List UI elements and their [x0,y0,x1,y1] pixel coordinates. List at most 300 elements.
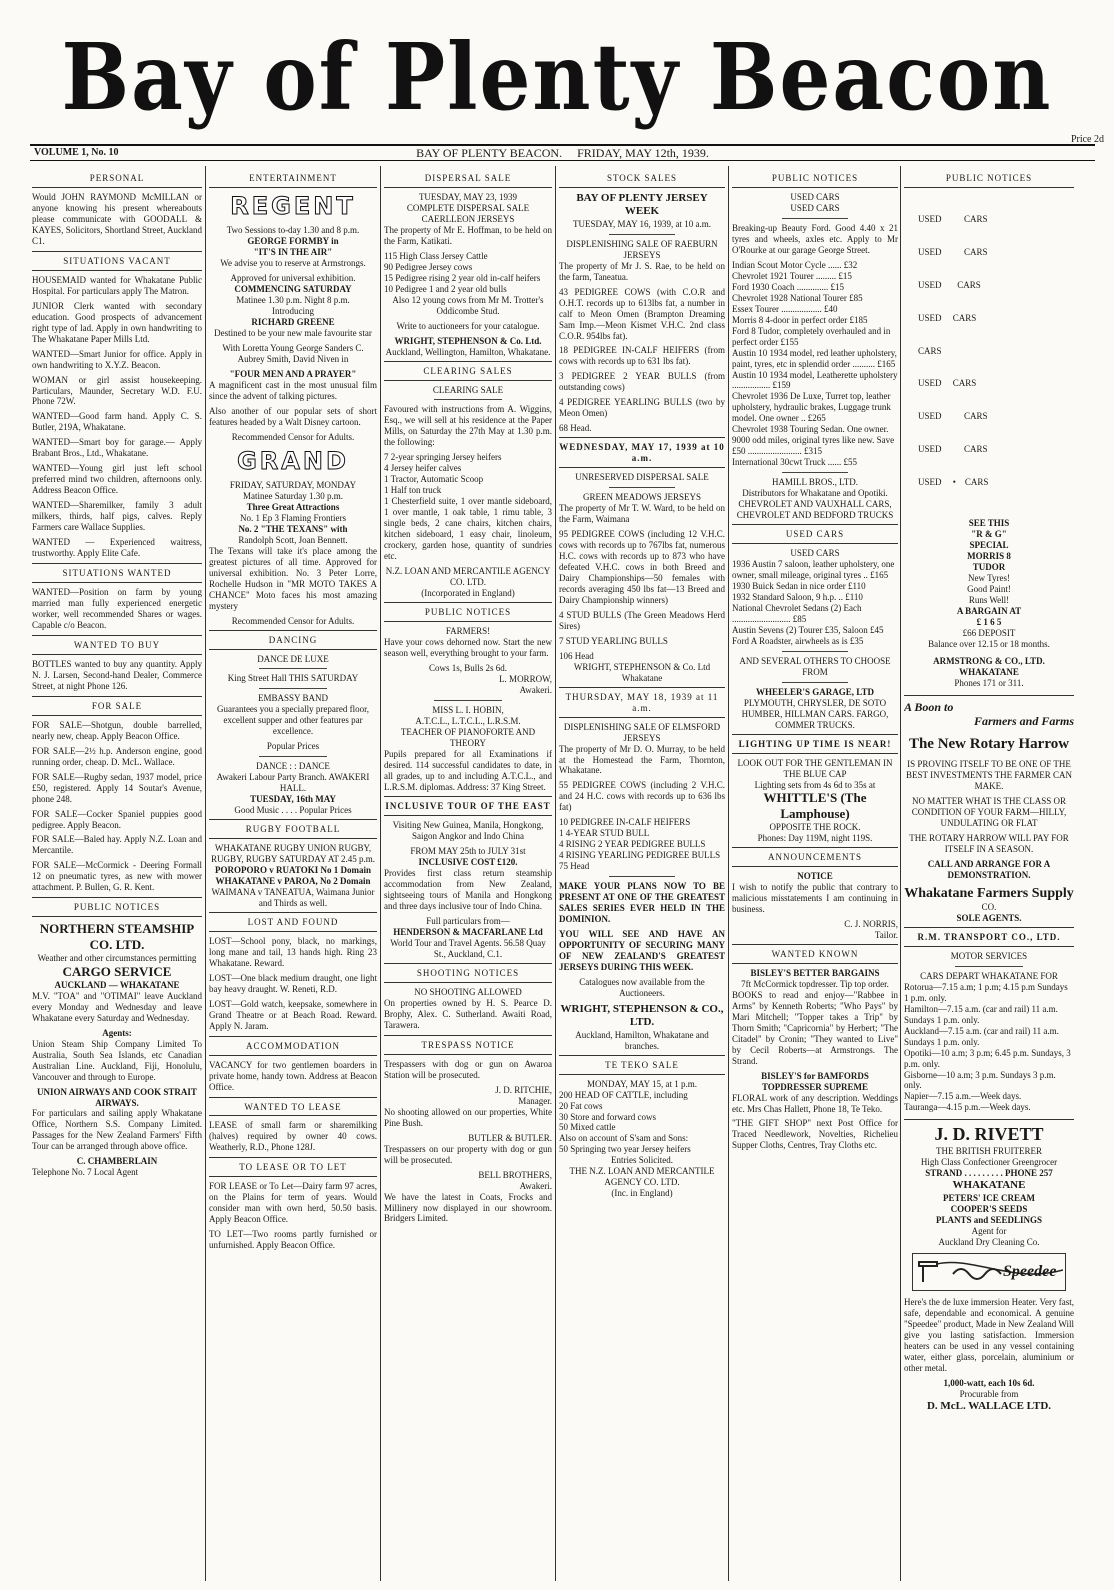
used-cars: USED CARS [790,191,840,202]
poroporo: POROPORO v RUATOKI No 1 Domain [215,865,371,876]
used-line: USED CARS [918,213,988,224]
hamill-sub: Distributors for Whakatane and Opotiki. [742,488,888,499]
ad-vacant: JUNIOR Clerk wanted with secondary education. Good prospects of advancement right type of lad. Apply in own handwriting to The Whakatane Paper Mills Ltd. [32,300,202,344]
rule [434,700,501,701]
ad-vacant: WANTED—Sharemilker, family 3 adult milkers, thirds, half pigs, calves. Reply Farmers care Wallace Supplies. [32,500,202,533]
lighting-sets: Lighting sets from 4s 6d to 35s at [754,779,876,790]
steamship-name: NORTHERN STEAMSHIP CO. LTD. [39,921,195,953]
notice: NOTICE [797,871,833,882]
item: 50 Springing two year Jersey heifers [559,1144,691,1155]
rule [782,651,848,652]
agents-text: Union Steam Ship Company Limited To Australia, South Sea Islands, etc Canadian Australian Line. Auckland, Fiji, Honolulu, Vancouver and through to Europe. [32,1038,202,1082]
nzloan: N.Z. LOAN AND MERCANTILE AGENCY CO. LTD. [385,566,551,587]
owned: On properties owned by H. S. Pearce D. Brophy, Alex. C. Sutherland. Awaiti Road, Tarawera. [384,998,552,1030]
balance: Balance over 12.15 or 18 months. [928,638,1050,649]
complete: COMPLETE DISPERSAL SALE CAERLLEON JERSEYS [406,202,530,224]
cast: With Loretta Young George Sanders C. Aubrey Smith, David Niven in [222,342,364,364]
ad-vacant: WANTED—Young girl just left school preferred mind two children, afternoons only. Address Beacon Office. [32,463,202,496]
jersey-week: BAY OF PLENTY JERSEY WEEK [576,191,708,218]
agent: Agent for [971,1225,1007,1236]
item: 43 PEDIGREE COWS (with C.O.R and O.H.T. records up to 613lbs fat, a number in calf to Meon Omen (Brampton Dreaming Sam Imp.—Meon Kismet V.H.C. 2nd class C.O.R. 954lbs fat). [559,286,725,341]
embassy: EMBASSY BAND [258,693,328,704]
ritchie: J. D. RITCHIE, [495,1084,552,1095]
column-1 [32,166,202,1581]
paroa: WHAKATANE v PAROA, No 2 Domain [215,876,371,886]
rm-transport: R.M. TRANSPORT CO., LTD. [904,927,1074,947]
ad-for-sale: FOR SALE—Rugby sedan, 1937 model, price £50, registered. Apply 14 Soutar's Avenue, phone 248. [32,771,202,804]
item: 18 PEDIGREE IN-CALF HEIFERS (from cows with records up to 631 lbs fat). [559,345,725,367]
guarantees: Guarantees you a specially prepared floor, excellent supper and other features par excellence. [216,704,370,737]
item: 1 Chesterfield suite, 1 over mantle sideboard, 1 over mantle, 1 oak table, 1 rimu table, 3 single beds, 2 cane chairs, kitchen chairs, kitchen sideboard, 1 easy chair, linoleum, crockery, garden hose, quantity of sundries etc. [384,496,552,562]
column-6 [904,166,1074,1581]
dateline-date: FRIDAY, MAY 12th, 1939. [577,146,709,160]
catalogues: Catalogues now available from the Auctioneers. [579,976,705,998]
farmers: Farmers and Farms [973,714,1074,729]
tailor: Tailor. [874,929,898,940]
also: Also another of our popular sets of short features headed by a Walt Disney cartoon. [209,405,377,427]
head106: 106 Head [559,650,594,661]
speedee-logo: Speedee [1003,1263,1057,1281]
column-3 [384,166,552,1581]
masthead [0,18,1114,136]
property: The property of Mr E. Hoffman, to be held on the Farm, Katikati. [384,224,552,246]
car-item: 1930 Buick Sedan in nice order £110 [732,580,866,591]
censor: Recommended Censor for Adults. [231,431,355,442]
car-item: Chevrolet 1938 Touring Sedan. One owner. 9000 odd miles, original tyres like new. Save £50 ........................ £315 [732,424,895,457]
formby-film: "IT'S IN THE AIR" [253,247,333,258]
section-heading: DISPERSAL SALE [384,169,552,188]
motor: MOTOR SERVICES [950,950,1028,961]
item: 1 Half ton truck [384,485,442,496]
cows: Cows 1s, Bulls 2s 6d. [428,662,508,673]
ad-vacant: HOUSEMAID wanted for Whakatane Public Hospital. For particulars apply The Matron. [32,274,202,296]
morrow: L. MORROW, [499,673,552,684]
england: (Inc. in England) [611,1188,673,1199]
used-line: USED CARS [918,279,981,290]
rule [259,668,326,669]
item: 95 PEDIGREE COWS (including 12 V.H.C. cows with records up to 767lbs fat, numerous H.C. cows with records up to 873 who have defeated V.H.C. cows in both Breed and Dairy Championships—50 females with records averaging 450 lbs fat—13 Breed and Dairy Championship winners) [559,529,725,605]
trespassers: Trespassers with dog or gun on Awaroa Station will be prosecuted. [384,1058,552,1080]
ad-vacant: WANTED—Good farm hand. Apply C. S. Butler, 219A, Whakatane. [32,411,202,433]
depart: CARS DEPART WHAKATANE FOR [920,970,1058,981]
car-item: Austin 10 1934 model, Leatherette upholstery ................. £159 [732,369,898,391]
agents-head: Agents: [102,1027,132,1038]
ad-vacant: WOMAN or girl assist housekeeping. Particulars, Maunder, Secretary W.D. F.U. Phone 72W. [32,374,202,407]
hobin-q: A.T.C.L., L.T.C.L., L.R.S.M. [415,715,521,726]
column-rule [900,166,901,1581]
item: 30 Store and forward cows [559,1111,656,1122]
ad-for-sale: FOR SALE—Baled hay. Apply N.Z. Loan and Mercantile. [32,834,202,856]
norris-text: I wish to notify the public that contrary to malicious misstatements I am continuing in business. [732,882,898,914]
used-line: USED • CARS [918,477,989,488]
ad-lost: LOST—School pony, black, no markings, long mane and tail, 13 hands high. Ring 23 Whakatane. Reward. [209,935,377,968]
ad-vacant: WANTED — Experienced waitress, trustworthy. Apply Elite Cafe. [32,537,202,559]
world: World Tour and Travel Agents. 56.58 Quay St., Auckland, C.1. [390,938,546,960]
used-line: USED CARS [918,411,988,422]
section-heading: ACCOMMODATION [209,1036,377,1056]
full: Full particulars from— [426,916,510,927]
hamill: HAMILL BROS., LTD. [771,477,859,488]
grand-days: FRIDAY, SATURDAY, MONDAY [229,479,357,490]
dateline [30,144,1095,161]
dance-luxe: DANCE DE LUXE [257,653,329,664]
item: 55 PEDIGREE COWS (including 2 V.H.C. and 24 H.C. cows with records up to 636 lbs fat) [559,780,725,813]
rule [609,876,675,877]
agent-name: C. CHAMBERLAIN [76,1156,158,1167]
good-paint: Good Paint! [967,583,1011,594]
section-heading: DANCING [209,630,377,650]
car-item: International 30cwt Truck ...... £55 [732,457,857,468]
manager: Manager. [518,1095,552,1106]
also: Also 12 young cows from Mr M. Trotter's Oddicombe Stud. [392,294,544,316]
column-rule [728,166,729,1581]
co: CO. [981,901,997,912]
thurs: THURSDAY, MAY 18, 1939 at 11 a.m. [559,687,725,718]
clearing-sub: CLEARING SALE [432,384,504,395]
cargo-service: CARGO SERVICE [62,963,172,979]
floral: FLORAL work of any description. Weddings etc. Mrs Chas Hallett, Phone 18, Te Teko. [732,1092,898,1114]
no-matter: NO MATTER WHAT IS THE CLASS OR CONDITION OF YOUR FARM—HILLY, UNDULATING OR FLAT [911,796,1067,828]
entries: Entries Solicited. [611,1155,673,1166]
used-line: USED CARS [918,444,988,455]
wright2-loc: Auckland, Hamilton, Whakatane and branches. [575,1029,709,1051]
wed: WEDNESDAY, MAY 17, 1939 at 10 a.m. [559,437,725,468]
route-item: Tauranga—4.15 p.m.—Week days. [904,1102,1031,1113]
armstrong: ARMSTRONG & CO., LTD. [933,655,1045,666]
incorporated: (Incorporated in England) [421,587,515,598]
whakatane2: WHAKATANE [952,1179,1026,1192]
grand-censor: Recommended Censor for Adults. [231,615,355,626]
plymouth: PLYMOUTH, CHRYSLER, DE SOTO HUMBER, HILLMAN CARS. FARGO, COMMER TRUCKS. [741,697,889,730]
used-line: USED CARS [918,246,988,257]
car-item: Chevrolet 1928 National Tourer £85 [732,292,863,303]
approved: Approved for universal exhibition. [230,273,356,284]
rule [609,487,675,488]
item: 1 4-YEAR STUD BULL [559,828,650,839]
commencing: COMMENCING SATURDAY [234,284,352,295]
rule [782,472,848,473]
section-heading: WANTED TO LEASE [209,1097,377,1117]
item: 4 RISING YEARLING PEDIGREE BULLS [559,850,721,861]
hobin: MISS L. I. HOBIN, [432,704,504,715]
procurable: Procurable from [959,1389,1019,1400]
regent-logo: REGENT [230,191,356,220]
head68: 68 Head. [559,423,592,434]
watt: 1,000-watt, each 10s 6d. [943,1378,1035,1389]
new-tyres: New Tyres! [968,572,1010,583]
ad-accom: VACANCY for two gentlemen boarders in private home, handy town. Address at Beacon Office. [209,1059,377,1092]
wright: WRIGHT, STEPHENSON & Co. Ltd [573,661,711,672]
car-item: Essex Tourer .................. £40 [732,303,838,314]
item: 4 STUD BULLS (The Green Meadows Herd Sires) [559,609,725,631]
ad-for-sale: FOR SALE—2½ h.p. Anderson engine, good running order, cheap. D. McL. Wallace. [32,745,202,767]
farmers: FARMERS! [445,625,491,636]
trespassers2: Trespassers on our property with dog or gun will be prosecuted. [384,1143,552,1165]
section-heading: PUBLIC NOTICES [732,169,898,188]
route: AUCKLAND — WHAKATANE [54,979,180,990]
wheeler: WHEELER'S GARAGE, LTD [756,686,874,697]
section-heading: TE TEKO SALE [559,1055,725,1075]
item: 4 PEDIGREE YEARLING BULLS (two by Meon Omen) [559,397,725,419]
route-item: Rotorua—7.15 a.m; 1 p.m; 4.15 p.m Sundays 1 p.m. only. [904,981,1068,1003]
column-5 [732,166,898,1581]
formby: GEORGE FORMBY in [247,236,339,247]
ad-for-sale: FOR SALE—McCormick - Deering Formall 12 on pneumatic tyres, as new with mower attachment. P. Bullen, G. R. Kent. [32,860,202,893]
item: 7 STUD YEARLING BULLS [559,635,668,646]
volume-number: VOLUME 1, No. 10 [34,147,119,158]
wright: WRIGHT, STEPHENSON & Co. Ltd. [394,335,542,346]
rule [259,688,326,689]
four-men: "FOUR MEN AND A PRAYER" [229,368,357,379]
item: 4 RISING 2 YEAR PEDIGREE BULLS [559,839,706,850]
ad-to-let: FOR LEASE or To Let—Dairy farm 97 acres, on the Plains for term of years. Would consider man with own herd, 50.50 basis. Apply Beacon Office. [209,1181,377,1225]
used-cars: USED CARS [732,524,898,544]
column-rule [380,166,381,1581]
item: 50 Mixed cattle [559,1122,616,1133]
strand: STRAND . . . . . . . . . PHONE 257 [925,1168,1053,1179]
used-line: USED CARS [918,312,977,323]
route-item: Opotiki—10 a.m; 3 p.m; 6.45 p.m. Sundays, 3 p.m. only. [904,1047,1071,1069]
head75: 75 Head [559,861,590,872]
rule [259,756,326,757]
dateline-center [30,146,1095,161]
tues-date: TUESDAY, MAY 23, 1939 [418,191,518,202]
section-heading: RUGBY FOOTBALL [209,819,377,839]
no-shooting: NO SHOOTING ALLOWED [414,987,522,998]
tuesday: TUESDAY, 16th MAY [250,794,336,805]
from: FROM MAY 25th to JULY 31st [410,846,526,857]
grand-matinee: Matinee Saturday 1.30 p.m. [243,490,343,501]
green: GREEN MEADOWS JERSEYS [582,492,701,503]
wallace: D. McL. WALLACE LTD. [926,1400,1052,1413]
item: 10 PEDIGREE IN-CALF HEIFERS [559,817,691,828]
chev: CHEVROLET AND VAUXHALL CARS, [738,499,892,510]
no-shoot2: No shooting allowed on our properties, White Pine Bush. [384,1106,552,1128]
butler: BUTLER & BUTLER. [468,1132,552,1143]
column-rule [205,166,206,1581]
section-heading: SITUATIONS WANTED [32,563,202,583]
section-heading: WANTED KNOWN [732,944,898,964]
bargain: A BARGAIN AT [956,605,1022,616]
gift: "THE GIFT SHOP" next Post Office for Traced Needlework, Novelties, Richelieu Supper Cloths, Centres, Tray Cloths etc. [732,1118,898,1151]
column-2 [209,166,377,1581]
sole: SOLE AGENTS. [956,912,1022,923]
item: 15 Pedigree rising 2 year old in-calf heifers [384,272,541,283]
rotary-pays: THE ROTARY HARROW WILL PAY FOR ITSELF IN A SEASON. [909,832,1069,854]
ad-for-sale: FOR SALE—Shotgun, double barrelled, nearly new, cheap. Apply Beacon Office. [32,719,202,741]
tudor: TUDOR [972,561,1006,572]
rule [434,399,501,400]
used-cars: USED CARS [790,548,840,559]
section-heading: PERSONAL [32,169,202,188]
popular: Popular Prices [266,741,320,752]
whakatane: WHAKATANE [959,666,1019,677]
coats: We have the latest in Coats, Frocks and Millinery now displayed in our showroom. Bridgers Limited. [384,1191,552,1224]
runs: Runs Well! [968,594,1010,605]
item: 10 Pedigree 1 and 2 year old bulls [384,283,507,294]
car-item: Ford 8 Tudor, completely overhauled and in perfect order £155 [732,325,891,347]
whittle: WHITTLE'S (The Lamphouse) [763,790,867,822]
bedford: CHEVROLET AND BEDFORD TRUCKS [736,510,894,521]
car-item: Austin 10 1934 model, red leather upholstery, paint, tyres, etc in splendid order .......... £165 [732,347,897,369]
dry: Auckland Dry Cleaning Co. [938,1236,1040,1247]
murray: The property of Mr D. O. Murray, to be held at the Homestead the Farm, Thornton, Whakatane. [559,743,725,776]
boon: A Boon to [904,699,954,714]
agent-tel: Telephone No. 7 Local Agent [32,1167,139,1178]
king-st: King Street Hall THIS SATURDAY [227,673,359,684]
dateline-paper: BAY OF PLENTY BEACON. [416,146,563,160]
henderson: HENDERSON & MACFARLANE Ltd [393,927,543,938]
nzloan: THE N.Z. LOAN AND MERCANTILE AGENCY CO. LTD. [569,1166,715,1188]
reserve: We advise you to reserve at Armstrongs. [220,258,366,269]
look-out: LOOK OUT FOR THE GENTLEMAN IN THE BLUE CAP [737,757,893,779]
ad-to-let: TO LET—Two rooms partly furnished or unfurnished. Apply Beacon Office. [209,1229,377,1251]
favoured: Favoured with instructions from A. Wiggins, Esq., we will sell at his residence at the Paper Mills, on Saturday the 27th May at 1.30 p.m. the following: [384,404,552,448]
car-item: 1936 Austin 7 saloon, leather upholstery, one owner, small mileage, original tyres .. £165 [732,559,895,580]
see-this: SEE THIS [968,518,1010,529]
no2: No. 2 "THE TEXANS" with [238,523,348,534]
arm-phones: Phones 171 or 311. [954,677,1024,688]
greene: RICHARD GREENE [251,316,335,327]
rule [782,218,848,219]
ad-vacant: WANTED—Smart boy for garage.— Apply Brabant Bros., Ltd., Whakatane. [32,437,202,459]
proving: IS PROVING ITSELF TO BE ONE OF THE BEST INVESTMENTS THE FARMER CAN MAKE. [905,759,1073,792]
ad-situation-wanted: WANTED—Position on farm by young married man fully experienced energetic worker, well recommended Shares or wages. Capable c/o Beacon. [32,587,202,630]
item: 115 High Class Jersey Cattle [384,250,488,261]
waimana: WAIMANA v TANEATUA, Waimana Junior and Thirds as well. [211,886,375,908]
grand-logo: GRAND [237,446,349,475]
mv-text: M.V. "TOA" and "OTIMAI" leave Auckland every Monday and Wednesday and leave Whakatane every Saturday and Wednesday. [32,990,202,1023]
special: SPECIAL [969,540,1009,550]
whakatane: Whakatane [621,672,663,683]
section-heading: TRESPASS NOTICE [384,1035,552,1055]
used-cars-block [904,192,1074,510]
bell: BELL BROTHERS, [478,1169,552,1180]
ad-personal: Would JOHN RAYMOND McMILLAN or anyone knowing his present whereabouts please communicate with GOODALL & KAYES, Solicitors, Shortland Street, Auckland C1. [32,191,202,246]
item: 4 Jersey heifer calves [384,463,462,474]
mccormick: 7ft McCormick topdresser. Tip top order. [741,978,889,989]
magnificent: A magnificent cast in the most unusual film since the advent of talking pictures. [209,379,377,401]
section-heading: ANNOUNCEMENTS [732,847,898,867]
confectioner: High Class Confectioner Greengrocer [920,1157,1058,1168]
car-item: Indian Scout Motor Cycle ...... £32 [732,259,858,270]
provides: Provides first class return steamship accommodation from New Zealand, sightseeing tours of Manila and Hongkong and three days inclusive tour of Indo China. [384,868,552,912]
elms: DISPLENISHING SALE OF ELMSFORD JERSEYS [563,721,721,743]
section-heading: FOR SALE [32,696,202,716]
ad-for-sale: FOR SALE—Cocker Spaniel puppies good pedigree. Apply Beacon. [32,808,202,830]
raeburn: DISPLENISHING SALE OF RAEBURN JERSEYS [566,238,718,260]
section-heading: SITUATIONS VACANT [32,251,202,271]
used-line: CARS [918,345,942,356]
route-item: Gisborne—10 a.m; 3 p.m. Sundays 3 p.m. only. [904,1069,1056,1091]
awakeri: Awakeri Labour Party Branch. AWAKERI HALL. [216,772,370,794]
fruiterer: THE BRITISH FRUITERER [935,1146,1042,1157]
no1: No. 1 Ep 3 Flaming Frontiers [240,512,346,523]
car-item: National Chevrolet Sedans (2) Each .......................... £85 [732,602,862,624]
item: 200 HEAD OF CATTLE, including [559,1089,688,1100]
bamfords: BISLEY'S for BAMFORDS TOPDRESSER SUPREME [761,1070,869,1092]
dance2: DANCE : : DANCE [256,761,330,772]
car-item: Austin Sevens (2) Tourer £35, Saloon £45 [732,624,884,635]
rule [609,234,675,235]
price: £ 1 6 5 [976,616,1002,627]
car-item: Chevrolet 1936 De Luxe, Turret top, leather upholstery, hydraulic brakes, Luggage trunk model. One owner .. £265 [732,391,891,424]
morris: MORRIS 8 [967,550,1011,561]
section-heading: PUBLIC NOTICES [384,602,552,622]
ad-wanted-to-buy: BOTTLES wanted to buy any quantity. Apply N. J. Larsen, Second-hand Dealer, Commerce Street, at night Phone 126. [32,658,202,691]
masthead-title: Bay of Plenty Beacon [61,22,1053,132]
breaking: Breaking-up Beauty Ford. Good 4.40 x 21 tyres and wheels, axles etc. Apply to Mr O'Rourke at our garage George Street. [732,222,898,255]
rg: "R & G" [971,529,1007,540]
texans: The Texans will take it's place among the greatest pictures of all time. Approved for universal exhibition. No. 3 Peter Lorre, Rochelle Hudson in "MR MOTO TAKES A CHANCE" Moto faces his most amazing mystery [209,545,377,611]
section-heading: SHOOTING NOTICES [384,963,552,983]
destined: Destined to be your new male favourite star [214,327,372,338]
coopers: COOPER'S SEEDS [950,1203,1028,1214]
rugby: WHAKATANE RUGBY UNION RUGBY, RUGBY, RUGBY SATURDAY AT 2.45 p.m. [211,843,375,865]
rule [782,682,848,683]
column-rule [555,166,556,1581]
item: Also on account of S'sam and Sons: [559,1133,689,1144]
used-cars: USED CARS [790,202,840,213]
section-heading: PUBLIC NOTICES [32,897,202,917]
write: Write to auctioneers for your catalogue. [396,320,540,331]
awakeri2: Awakeri. [519,1180,552,1191]
section-heading: WANTED TO BUY [32,635,202,655]
car-item: Morris 8 4-door in perfect order £185 [732,314,868,325]
rule [955,966,1023,967]
section-heading: PUBLIC NOTICES [904,169,1074,188]
opposite: OPPOSITE THE ROCK. [769,822,861,833]
rae: The property of Mr J. S. Rae, to be held on the farm, Taneatua. [559,260,725,282]
car-item: 1932 Standard Saloon, 9 h.p. .. £110 [732,591,863,602]
visiting: Visiting New Guinea, Manila, Hongkong, Saigon Angkor and Indo China [392,820,544,842]
make-plans: MAKE YOUR PLANS NOW TO BE PRESENT AT ONE OF THE GREATEST SALES SERIES EVER HELD IN THE DOMINION. [559,881,725,925]
bisley: BISLEY'S BETTER BARGAINS [750,967,880,978]
books: BOOKS to read and enjoy—"Rabbee in Arms" by Kenneth Roberts; "Who Pays" by Mari Mitchell; "Topper takes a Trip" by Thorn Smith; "Capricornia" by Herbert; "The Citadel" by Cronin; "They wanted to Live" by Cecil Roberts—at Armstrongs. The Strand. [732,989,898,1066]
section-heading: CLEARING SALES [384,361,552,381]
route-item: Napier—7.15 a.m.—Week days. [904,1091,1022,1102]
deposit: £66 DEPOSIT [962,627,1016,638]
airways: UNION AIRWAYS AND COOK STRAIT AIRWAYS. [37,1086,197,1108]
you-will: YOU WILL SEE AND HAVE AN OPPORTUNITY OF SECURING MANY OF NEW ZEALAND'S GREATEST JERSEYS DURING THIS WEEK. [559,929,725,972]
airways-text: For particulars and sailing apply Whakatane Office, Northern S.S. Company Limited. Passages for the New Zealand Farmers' Fifth Tour can be arranged through above office. [32,1108,202,1152]
harrow: The New Rotary Harrow [908,735,1070,752]
used-line: USED CARS [918,378,977,389]
three: Three Great Attractions [246,501,340,512]
rivett: J. D. RIVETT [904,1119,1074,1146]
awakeri: Awakeri. [519,684,552,695]
peters: PETERS' ICE CREAM [942,1192,1035,1203]
no2-cast: Randolph Scott, Joan Bennett. [238,534,348,545]
introducing: Introducing [272,306,314,317]
item: 20 Fat cows [559,1100,603,1111]
speedee-heater-illustration [912,1253,1066,1291]
supply: Whakatane Farmers Supply [904,885,1074,901]
good-music: Good Music . . . . Popular Prices [234,805,352,816]
ad-vacant: WANTED—Smart Junior for office. Apply in own handwriting to X.Y.Z. Beacon. [32,348,202,370]
wright2: WRIGHT, STEPHENSON & CO., LTD. [560,1002,724,1029]
section-heading: ENTERTAINMENT [209,169,377,188]
matinee: Matinee 1.30 p.m. Night 8 p.m. [236,295,350,306]
item: 1 Tractor, Automatic Scoop [384,474,484,485]
heater: Here's the de luxe immersion Heater. Very fast, safe, dependable and economical. A genuine "Speedee" product, Made in New Zealand Will give you lasting satisfaction. Immersion heaters can be used in any vessel containing water, either glass, porcelain, aluminium or other metal. [904,1297,1074,1374]
item: 3 PEDIGREE 2 YEAR BULLS (from outstanding cows) [559,371,725,393]
price: Price 2d [1070,134,1104,145]
sessions: Two Sessions to-day 1.30 and 8 p.m. [226,225,360,236]
unreserved: UNRESERVED DISPERSAL SALE [575,472,709,483]
dehorned: Have your cows dehorned now. Start the new season well, everything brought to your farm. [384,636,552,658]
teacher: TEACHER OF PIANOFORTE AND THEORY [400,726,536,748]
